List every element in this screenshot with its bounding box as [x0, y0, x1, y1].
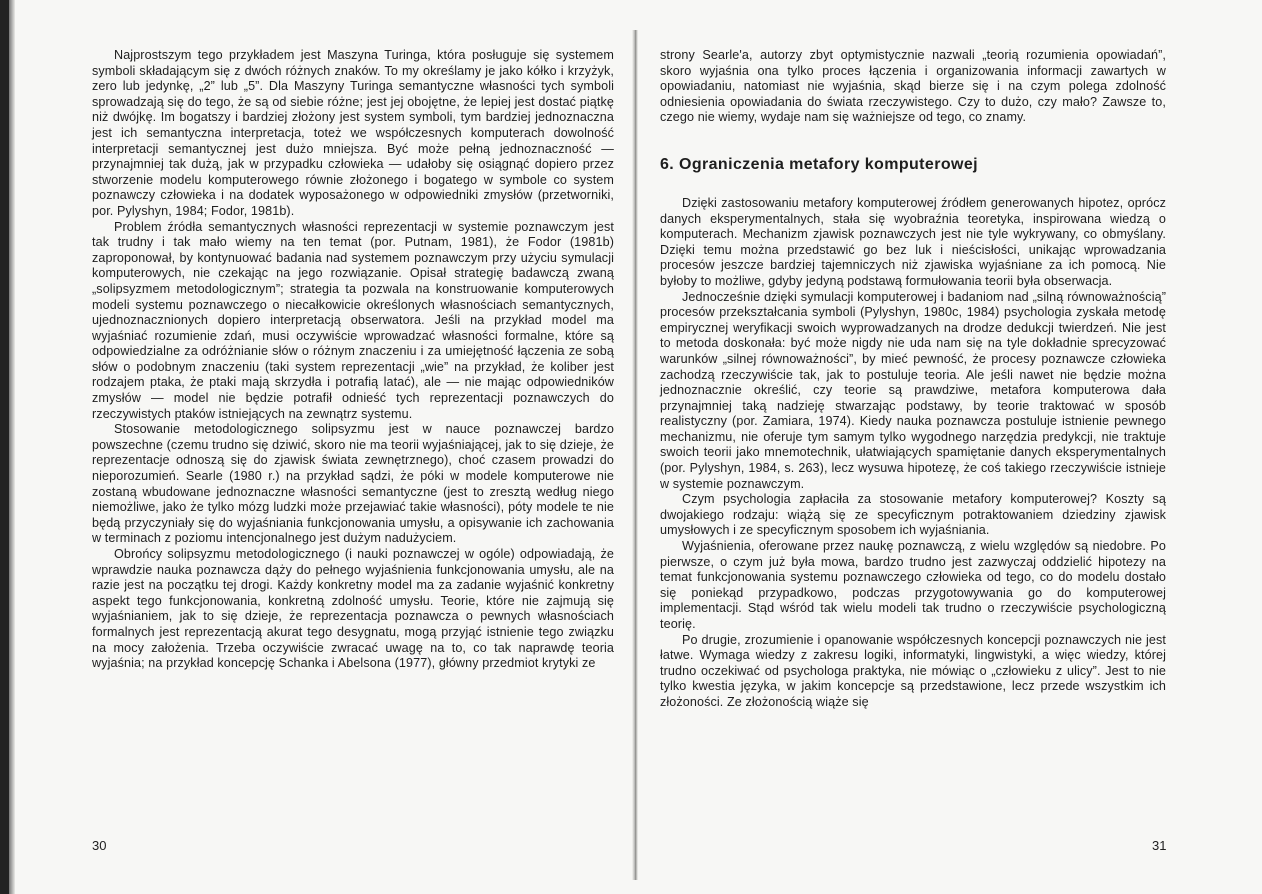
- left-paragraph-3: Stosowanie metodologicznego solipsyzmu jest w nauce poznawczej bardzo powszechne (czemu trudno się dziwić, skoro nie ma teorii wyjaśniającej, jak to się dzieje, że reprezentacje odnoszą się do zjawisk świata zewnętrznego), choć czasem prowadzi do nieporozumień. Searle (1980 r.) na przykład sądzi, że póki w modele komputerowe nie zostaną wbudowane jednoznaczne własności semantyczne (jest to zresztą według niego niemożliwe, jako że tylko mózg ludzki może przejawiać takie własności), póty modele te nie będą przyczyniały się do wyjaśniania funkcjonowania umysłu, a opisywanie ich zachowania w terminach z poziomu intencjonalnego jest dużym nadużyciem.: [92, 422, 614, 546]
- right-page: [660, 48, 1166, 711]
- left-paragraph-4: Obrońcy solipsyzmu metodologicznego (i nauki poznawczej w ogóle) odpowiadają, że wprawdzie nauka poznawcza dąży do pełnego wyjaśnienia funkcjonowania umysłu, ale na razie jest na początku tej drogi. Każdy konkretny model ma za zadanie wyjaśnić konkretny aspekt tego funkcjonowania, konkretną zdolność umysłu. Teorie, które nie zajmują się wyjaśnianiem, jak to się dzieje, że reprezentacja poznawcza o pewnych własnościach formalnych jest reprezentacją akurat tego desygnatu, mogą przyjąć istnienie tego związku na mocy założenia. Trzeba oczywiście zwracać uwagę na to, co tak naprawdę teoria wyjaśnia; na przykład koncepcję Schanka i Abelsona (1977), główny przedmiot krytyki ze: [92, 547, 614, 671]
- right-continuation-paragraph: strony Searle'a, autorzy zbyt optymistycznie nazwali „teorią rozumienia opowiadań”, skoro wyjaśnia ona tylko proces łączenia i organizowania informacji zawartych w opowiadaniu, natomiast nie wyjaśnia, skąd bierze się i na czym polega zdolność odniesienia opowiadania do świata rzeczywistego. Czy to dużo, czy mało? Zawsze to, czego nie wiemy, wydaje nam się ważniejsze od tego, co znamy.: [660, 48, 1166, 125]
- left-paragraph-1: Najprostszym tego przykładem jest Maszyna Turinga, która posługuje się systemem symboli składającym się z dwóch różnych znaków. To my określamy je jako kółko i krzyżyk, zero lub jedynkę, „2” lub „5”. Dla Maszyny Turinga semantyczne własności tych symboli sprowadzają się do tego, że są od siebie różne; jest jej obojętne, że lepiej jest dostać piątkę niż dwójkę. Im bogatszy i bardziej złożony jest system symboli, tym bardziej jednoznaczna jest ich semantyczna interpretacja, toteż we współczesnych komputerach dowolność interpretacji semantycznej jest dużo mniejsza. Być może pełną jednoznaczność — przynajmniej tak dużą, jak w przypadku człowieka — udałoby się osiągnąć dopiero przez stworzenie modelu komputerowego równie złożonego i bogatego w symbole co system poznawczy człowieka i na dodatek wyposażonego w odpowiedniki zmysłów (przetworniki, por. Pylyshyn, 1984; Fodor, 1981b).: [92, 48, 614, 218]
- right-paragraph-1: Dzięki zastosowaniu metafory komputerowej źródłem generowanych hipotez, oprócz danych eksperymentalnych, stała się wyobraźnia teoretyka, inspirowana wiedzą o komputerach. Mechanizm zjawisk poznawczych jest nie tyle wykrywany, co obmyślany. Dzięki temu można przedstawić go bez luk i nieścisłości, unikając wprowadzania procesów jeszcze bardziej tajemniczych niż zjawiska wyjaśniane za ich pomocą. Nie byłoby to możliwe, gdyby jedyną podstawą formułowania teorii była obserwacja.: [660, 195, 1166, 288]
- right-page-number: 31: [1152, 838, 1167, 853]
- right-paragraph-3: Czym psychologia zapłaciła za stosowanie metafory komputerowej? Koszty są dwojakiego rodzaju: wiążą się ze specyficznym potraktowaniem dziedziny zjawisk umysłowych i ze specyficznym sposobem ich wyjaśniania.: [660, 492, 1166, 538]
- left-page: [92, 48, 614, 672]
- section-heading: 6. Ograniczenia metafory komputerowej: [660, 155, 978, 173]
- left-paragraph-2: Problem źródła semantycznych własności reprezentacji w systemie poznawczym jest tak trudny i tak mało wiemy na ten temat (por. Putnam, 1981), że Fodor (1981b) zaproponował, by kontynuować badania nad systemem poznawczym przy użyciu symulacji komputerowych, nie czekając na jego rozwiązanie. Opisał strategię badawczą zwaną „solipsyzmem metodologicznym”; strategia ta pozwala na konstruowanie komputerowych modeli systemu poznawczego o niecałkowicie określonych własnościach semantycznych, ujednoznacznionych dopiero interpretacją obserwatora. Jeśli na przykład model ma wyjaśniać rozumienie zdań, musi oczywiście wprowadzać własności formalne, które są odpowiedzialne za odróżnianie słów o różnym znaczeniu i za umiejętność łączenia ze sobą słów o podobnym znaczeniu (taki system reprezentacji „wie” na przykład, że koliber jest rodzajem ptaka, że ptaki mają skrzydła i potrafią latać), ale — nie mając odpowiedników zmysłów — model nie będzie potrafił odnieść tych reprezentacji poznawczych do rzeczywistych ptaków istniejących na zewnątrz systemu.: [92, 219, 614, 421]
- right-paragraph-2: Jednocześnie dzięki symulacji komputerowej i badaniom nad „silną równoważnością” procesów przekształcania symboli (Pylyshyn, 1980c, 1984) psychologia zyskała metodę empirycznej weryfikacji swoich wyprowadzanych na drodze dedukcji twierdzeń. Nie jest to metoda doskonała: być może nigdy nie uda nam się na tyle dokładnie sprecyzować warunków „silnej równoważności”, by mieć pewność, że procesy poznawcze człowieka zachodzą rzeczywiście tak, jak to postuluje teoria. Ale jeśli nawet nie będzie można jednoznacznie określić, czy teorie są prawdziwe, metafora komputerowa dała przynajmniej taką nadzieję stwarzając podstawy, by teorie traktować w sposób realistyczny (por. Zamiara, 1974). Kiedy nauka poznawcza postuluje istnienie pewnego mechanizmu, nie oferuje tym samym tylko wygodnego narzędzia predykcji, nie traktuje swoich teorii jako mnemotechnik, ułatwiających spamiętanie danych eksperymentalnych (por. Pylyshyn, 1984, s. 263), lecz wysuwa hipotezę, że coś takiego rzeczywiście istnieje w systemie poznawczym.: [660, 289, 1166, 491]
- right-paragraph-4: Wyjaśnienia, oferowane przez naukę poznawczą, z wielu względów są niedobre. Po pierwsze, o czym już była mowa, bardzo trudno jest zazwyczaj oddzielić hipotezy na temat funkcjonowania systemu poznawczego człowieka od tego, co do modelu dostało się poniekąd przypadkowo, podczas przygotowywania go do komputerowej implementacji. Stąd wśród tak wielu modeli tak trudno o rzeczywiście psychologiczną teorię.: [660, 539, 1166, 631]
- left-page-number: 30: [92, 838, 107, 853]
- scan-left-shadow: [9, 0, 15, 894]
- scan-left-edge: [0, 0, 9, 894]
- right-paragraph-5: Po drugie, zrozumienie i opanowanie współczesnych koncepcji poznawczych nie jest łatwe. Wymaga wiedzy z zakresu logiki, informatyki, lingwistyki, a więc wiedzy, której trudno oczekiwać od psychologa praktyka, nie mówiąc o „człowieku z ulicy”. Jest to nie tylko kwestia języka, w jakim koncepcje są przedstawione, lecz przede wszystkim ich złożoności. Ze złożonością wiąże się: [660, 632, 1166, 709]
- book-gutter: [632, 30, 638, 880]
